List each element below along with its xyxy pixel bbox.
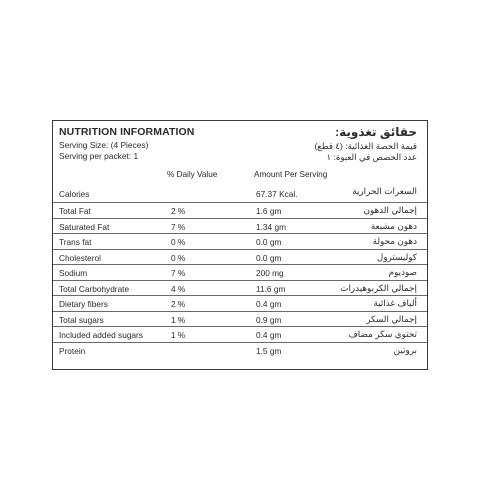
table-row (53, 295, 427, 311)
amount: 0.9 gm (256, 314, 282, 325)
nutrient-name-arabic: ألياف غذائية (373, 298, 417, 308)
daily-value: 4 % (171, 283, 186, 294)
nutrient-name-arabic: دهون مشبعة (370, 220, 417, 231)
nutrient-name-arabic: كوليسترول (376, 251, 417, 262)
nutrient-name-arabic: السعرات الحرارية (352, 186, 417, 196)
table-row (53, 342, 427, 358)
serving-size-english: Serving Size: (4 Pieces) (59, 140, 149, 150)
table-row (53, 280, 427, 296)
nutrient-name-arabic: دهون محولة (372, 236, 417, 246)
title-english: NUTRITION INFORMATION (59, 126, 195, 138)
amount: 1.34 gm (256, 221, 286, 232)
table-row (53, 184, 427, 202)
daily-value: 1 % (171, 314, 186, 325)
title-arabic: حقائق تغذوية: (335, 125, 417, 139)
nutrient-name-arabic: إجمالي الكربوهيدرات (340, 282, 417, 293)
serving-per-packet-english: Serving per packet: 1 (59, 151, 139, 161)
nutrient-name-arabic: تحتوي سكر مضاف (348, 329, 417, 339)
amount-header: Amount Per Serving (254, 170, 328, 179)
table-row (53, 233, 427, 249)
nutrient-name-arabic: بروتين (393, 344, 417, 355)
daily-value: 2 % (171, 299, 186, 309)
serving-size-arabic: قيمة الحصة الغذائية: (٤ قطع) (314, 141, 417, 151)
daily-value: 7 % (171, 221, 186, 232)
nutrient-name: Total Carbohydrate (59, 283, 130, 294)
daily-value: 0 % (171, 237, 186, 247)
nutrient-name-arabic: إجمالي الدهون (363, 205, 417, 215)
daily-value: 7 % (171, 268, 186, 278)
nutrient-name-arabic: صوديوم (388, 267, 417, 277)
table-row (53, 326, 427, 342)
table-row (53, 264, 427, 280)
nutrient-name: Calories (59, 189, 90, 199)
table-row (53, 311, 427, 327)
table-row (53, 218, 427, 234)
nutrient-name: Protein (59, 345, 86, 356)
nutrient-name: Cholesterol (59, 252, 101, 263)
nutrient-name: Trans fat (59, 237, 92, 247)
amount: 11.6 gm (256, 283, 286, 294)
nutrient-name: Saturated Fat (59, 221, 110, 232)
amount: 1.6 gm (256, 206, 282, 216)
amount: 67.37 Kcal. (256, 189, 298, 199)
amount: 1.5 gm (256, 345, 282, 356)
nutrition-label (52, 120, 428, 370)
amount: 0.0 gm (256, 237, 282, 247)
nutrient-name-arabic: إجمالي السكر (366, 313, 417, 324)
table-row (53, 249, 427, 265)
amount: 0.4 gm (256, 330, 282, 340)
nutrient-name: Dietary fibers (59, 299, 108, 309)
daily-value-header: % Daily Value (167, 170, 218, 179)
nutrient-name: Sodium (59, 268, 88, 278)
nutrient-name: Included added sugars (59, 330, 143, 340)
amount: 0.0 gm (256, 252, 282, 263)
nutrient-name: Total Fat (59, 206, 91, 216)
amount: 0.4 gm (256, 299, 282, 309)
nutrition-table (53, 184, 427, 357)
serving-per-packet-arabic: عدد الحصص في العبوة: ١ (326, 152, 417, 162)
table-row (53, 202, 427, 218)
daily-value: 1 % (171, 330, 186, 340)
daily-value: 0 % (171, 252, 186, 263)
daily-value: 2 % (171, 206, 186, 216)
nutrient-name: Total sugars (59, 314, 104, 325)
amount: 200 mg (256, 268, 284, 278)
